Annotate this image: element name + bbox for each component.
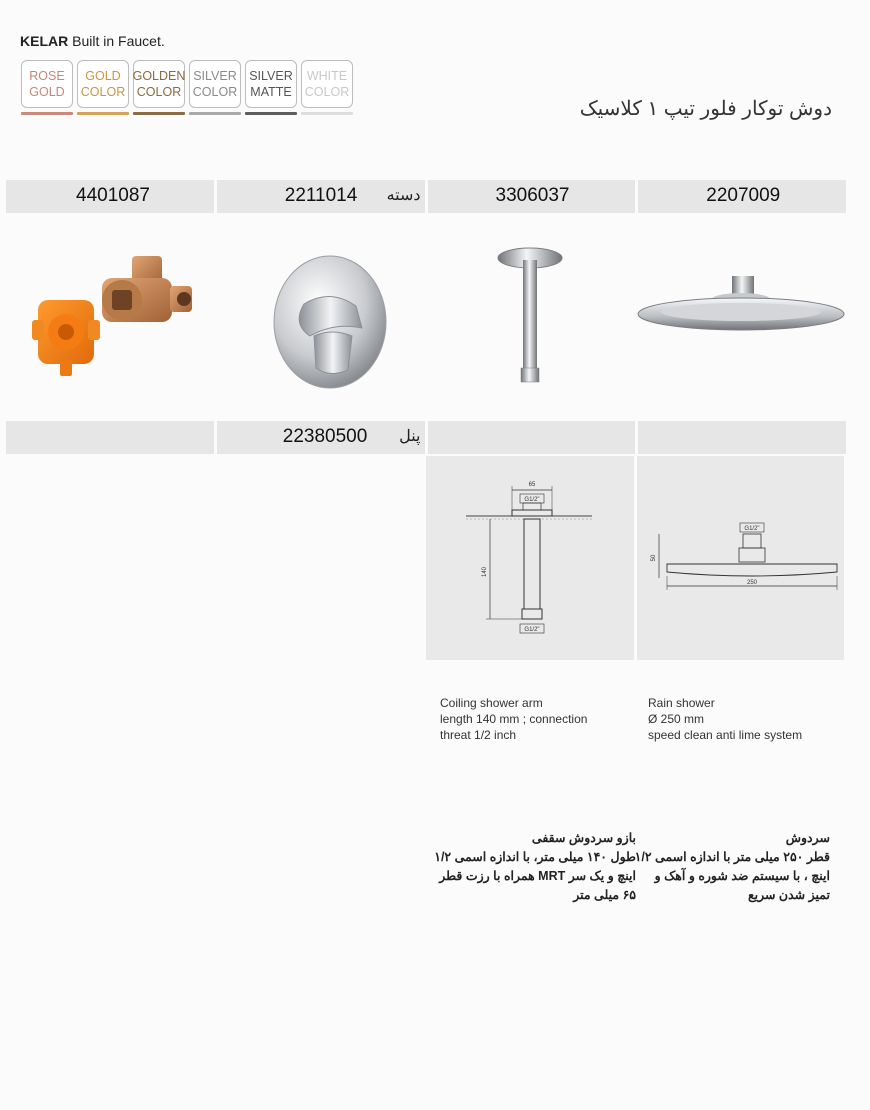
swatch-gold-color[interactable] [77,60,129,108]
arm-width-label: 65 [528,482,536,488]
arm-desc-fa-line: ۶۵ میلی متر [573,888,636,902]
swatch-bar [189,112,241,115]
rain-shower-head-image [636,272,846,338]
swatch-silver-color[interactable] [189,60,241,108]
arm-desc-fa-line: بازو سردوش سقفی [531,831,636,845]
concealed-valve-image [24,248,204,388]
code-cell-arm [428,180,636,213]
code-cell-head [638,180,846,213]
code-valve: 4401087 [76,185,150,206]
head-diameter-label: 250 [746,580,757,586]
page-title: دوش توکار فلور تیپ ۱ کلاسیک [579,98,832,120]
arm-description-en [440,695,630,743]
swatch-silver-matte[interactable] [245,60,297,108]
swatch-golden-color[interactable] [133,60,185,108]
arm-desc-line: Coiling shower arm [440,696,543,710]
arm-description-fa [400,829,636,905]
code-panel: 22380500 [282,426,368,447]
swatch-line1: WHITE [306,69,348,83]
swatch-line2: COLOR [80,85,126,99]
swatch-line1: GOLDEN [132,69,186,83]
arm-desc-fa-line: طول ۱۴۰ میلی متر، با اندازه اسمی ۱/۲ [434,850,636,864]
head-height-label: 50 [650,554,657,562]
head-drawing-cell [637,456,845,660]
swatch-line1: ROSE [29,69,65,83]
arm-length-label: 140 [482,566,488,578]
color-swatches [21,60,353,108]
code-head: 2207009 [706,185,781,206]
panel-cell-empty1 [6,421,214,454]
swatch-bar [21,112,73,115]
panel-code-band [6,421,846,454]
swatch-white-color[interactable] [301,60,353,108]
code-cell-handle [217,180,425,213]
head-description-en [648,695,838,743]
arm-desc-fa-line: اینچ و یک سر MRT همراه با رزت قطر [439,869,636,883]
swatch-line2: MATTE [250,85,292,99]
head-description-fa [620,829,830,905]
head-desc-fa-line: سردوش [785,831,830,845]
label-panel: پنل [399,428,421,445]
head-desc-line: Rain shower [648,696,715,710]
brand-name: KELAR [20,33,69,49]
swatch-line2: COLOR [192,85,238,99]
swatch-bar [301,112,353,115]
arm-desc-line: length 140 mm ; connection [440,712,588,726]
swatch-rose-gold[interactable] [21,60,73,108]
code-arm: 3306037 [495,185,570,206]
swatch-bar [245,112,297,115]
swatch-line1: SILVER [249,69,293,83]
arm-drawing-cell [426,456,634,660]
swatch-line2: GOLD [29,85,65,99]
head-desc-line: speed clean anti lime system [648,728,803,742]
swatch-bar [77,112,129,115]
panel-cell-empty2 [428,421,636,454]
head-desc-fa-line: اینچ ، با سیستم ضد شوره و آهک و [654,869,830,883]
arm-technical-drawing [426,456,633,660]
head-desc-fa-line: قطر ۲۵۰ میلی متر با اندازه اسمی ۱/۲ [634,850,830,864]
swatch-line2: COLOR [136,85,182,99]
arm-thread-bottom-label: G1/2" [524,627,540,633]
head-desc-fa-line: تمیز شدن سریع [747,888,830,902]
code-handle: 2211014 [284,185,358,206]
product-codes-band [6,180,846,213]
swatch-line1: SILVER [193,69,237,83]
brand-subtitle: Built in Faucet. [72,33,165,49]
swatch-line1: GOLD [85,69,121,83]
arm-desc-line: threat 1/2 inch [440,728,517,742]
code-cell-valve [6,180,214,213]
technical-drawings [426,456,844,660]
arm-thread-top-label: G1/2" [524,497,540,503]
swatch-bar [133,112,185,115]
head-technical-drawing [637,456,844,660]
mixer-handle-image [270,252,390,392]
swatch-line2: COLOR [304,85,350,99]
panel-cell-empty3 [638,421,846,454]
brand-heading [20,33,165,49]
label-handle: دسته [386,187,421,204]
panel-cell [217,421,425,454]
head-desc-line: Ø 250 mm [648,712,705,726]
ceiling-shower-arm-image [496,244,566,389]
head-thread-label: G1/2" [743,526,760,532]
